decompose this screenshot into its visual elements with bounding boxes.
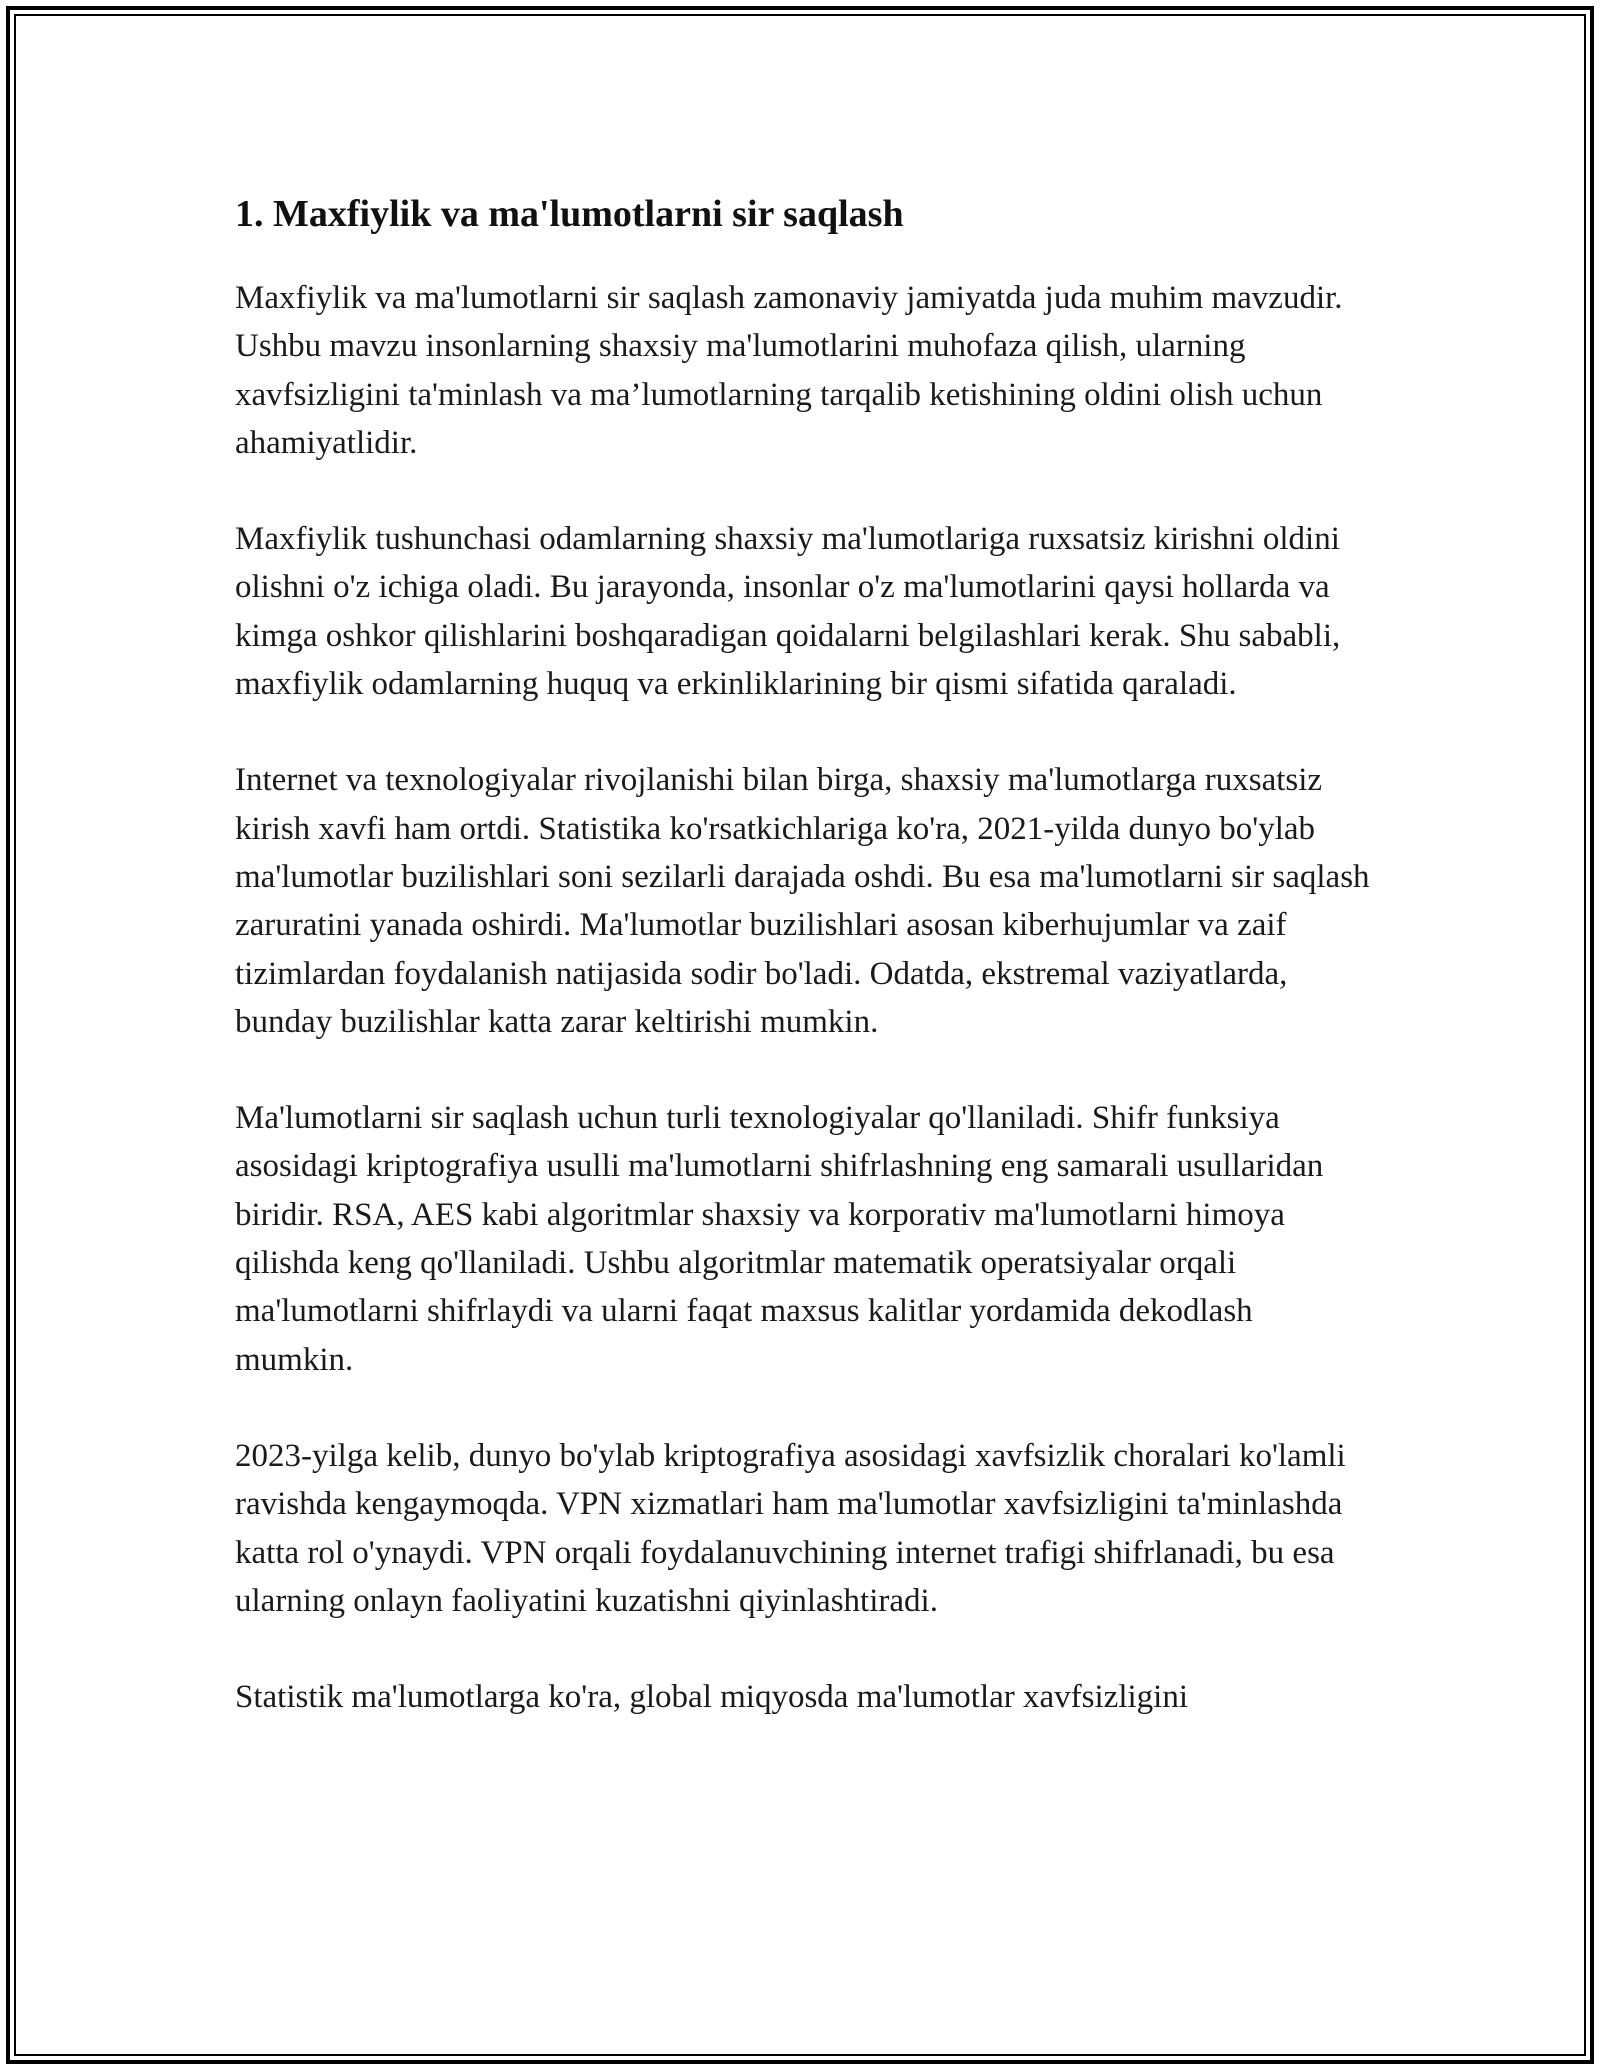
paragraph-intro: Maxfiylik va ma'lumotlarni sir saqlash zamonaviy jamiyatda juda muhim mavzudir. Ushbu mavzu insonlarning shaxsiy ma'lumotlarini muhofaza qilish, ularning xavfsizligini ta'minlash va ma’lumotlarning tarqalib ketishining oldini olish uchun ahamiyatlidir. xyxy=(235,280,1343,461)
section-heading: 1. Maxfiylik va ma'lumotlarni sir saqlash xyxy=(235,193,904,235)
paragraph-vpn: 2023-yilga kelib, dunyo bo'ylab kriptografiya asosidagi xavfsizlik choralari ko'lamli ravishda kengaymoqda. VPN xizmatlari ham ma'lumotlar xavfsizligini ta'minlashda katta rol o'ynaydi. VPN orqali foydalanuvchining internet trafigi shifrlanadi, bu esa ularning onlayn faoliyatini kuzatishni qiyinlashtiradi. xyxy=(235,1437,1346,1619)
paragraph-cryptography: Ma'lumotlarni sir saqlash uchun turli texnologiyalar qo'llaniladi. Shifr funksiya asosidagi kriptografiya usulli ma'lumotlarni shifrlashning eng samarali usullaridan biridir. RSA, AES kabi algoritmlar shaxsiy va korporativ ma'lumotlarni himoya qilishda keng qo'llaniladi. Ushbu algoritmlar matematik operatsiyalar orqali ma'lumotlarni shifrlaydi va ularni faqat maxsus kalitlar yordamida dekodlash mumkin. xyxy=(235,1100,1324,1378)
paragraph-internet-risks: Internet va texnologiyalar rivojlanishi bilan birga, shaxsiy ma'lumotlarga ruxsatsiz kirish xavfi ham ortdi. Statistika ko'rsatkichlariga ko'ra, 2021-yilda dunyo bo'ylab ma'lumotlar buzilishlari soni sezilarli darajada oshdi. Bu esa ma'lumotlarni sir saqlash zaruratini yanada oshirdi. Ma'lumotlar buzilishlari asosan kiberhujumlar va zaif tizimlardan foydalanish natijasida sodir bo'ladi. Odatda, ekstremal vaziyatlarda, bunday buzilishlar katta zarar keltirishi mumkin. xyxy=(235,762,1370,1040)
document-body xyxy=(235,188,1375,1769)
paragraph-statistics: Statistik ma'lumotlarga ko'ra, global miqyosda ma'lumotlar xavfsizligini xyxy=(235,1679,1188,1716)
paragraph-privacy-concept: Maxfiylik tushunchasi odamlarning shaxsiy ma'lumotlariga ruxsatsiz kirishni oldini olishni o'z ichiga oladi. Bu jarayonda, insonlar o'z ma'lumotlarini qaysi hollarda va kimga oshkor qilishlarini boshqaradigan qoidalarni belgilashlari kerak. Shu sababli, maxfiylik odamlarning huquq va erkinliklarining bir qismi sifatida qaraladi. xyxy=(235,521,1341,703)
